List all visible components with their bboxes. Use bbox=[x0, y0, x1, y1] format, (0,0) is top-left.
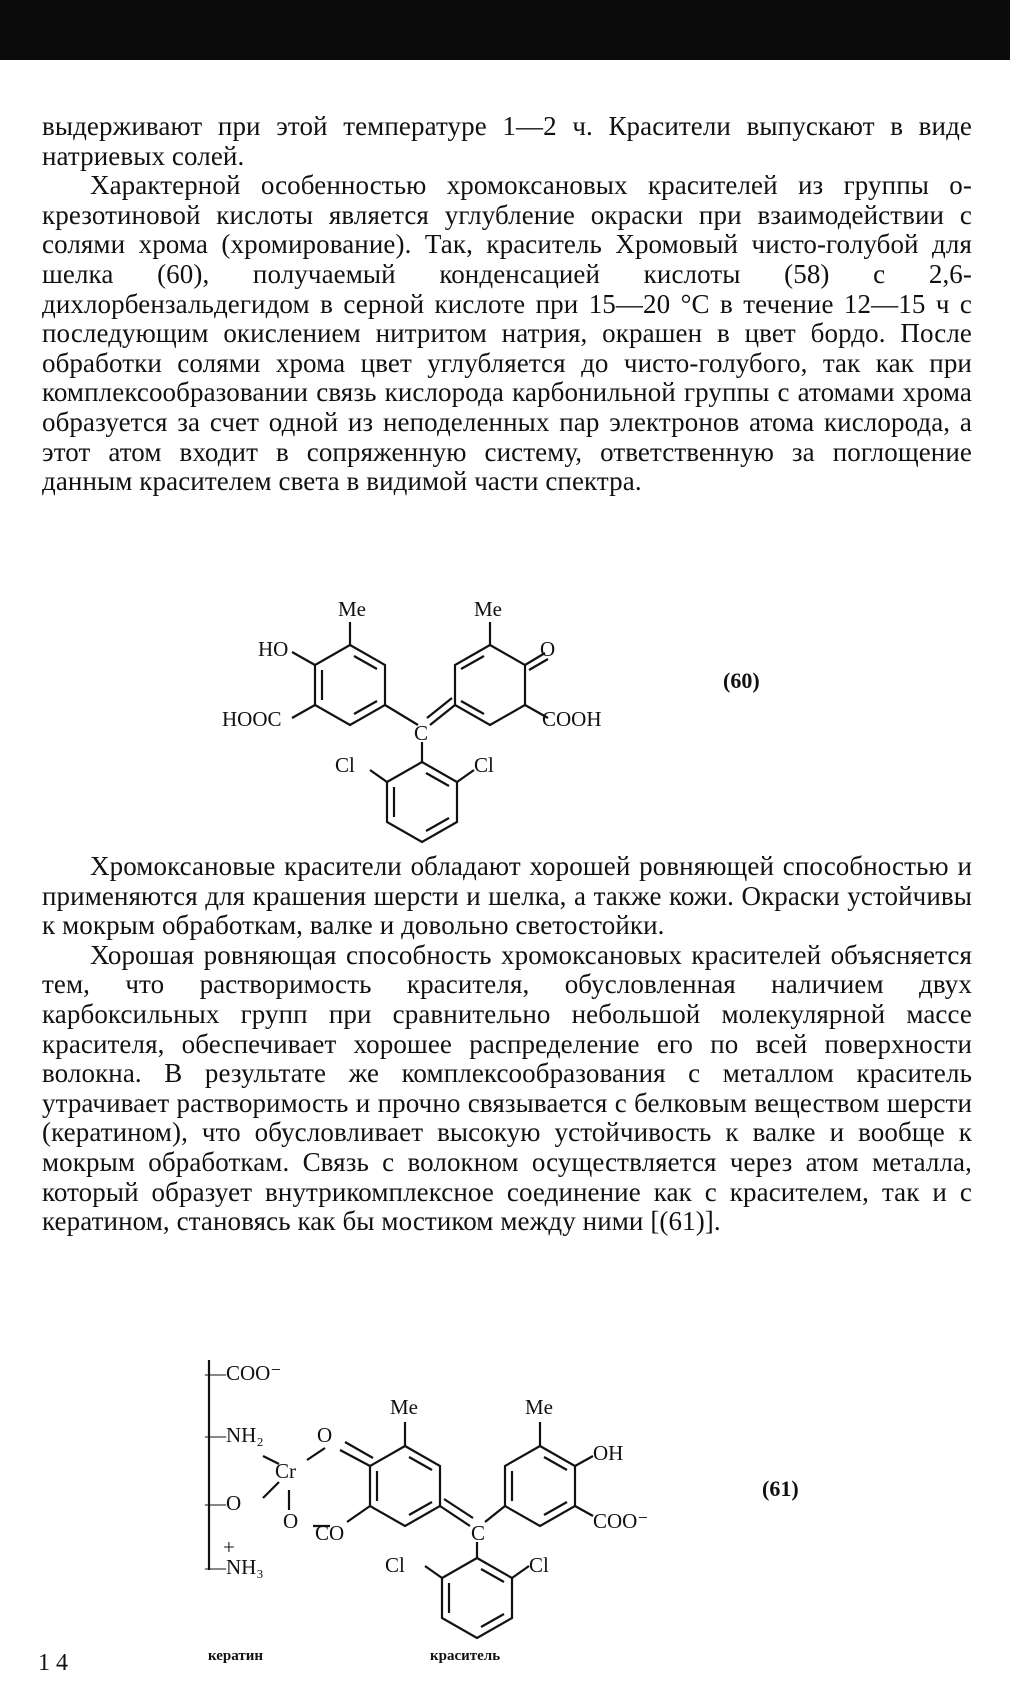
text-block-middle bbox=[42, 852, 972, 1237]
caption-dye: краситель bbox=[430, 1648, 501, 1664]
atom-co: CO bbox=[315, 1521, 345, 1545]
top-black-band bbox=[0, 0, 1010, 60]
atom-cr: Cr bbox=[275, 1459, 296, 1483]
caption-keratin: кератин bbox=[208, 1648, 264, 1664]
atom-ho: HO bbox=[258, 637, 289, 661]
compound-label-61: (61) bbox=[762, 1476, 799, 1501]
atom-me: Me bbox=[338, 597, 366, 621]
atom-cl: Cl bbox=[474, 753, 494, 777]
atom-cl: Cl bbox=[529, 1553, 549, 1577]
atom-o: O bbox=[317, 1423, 333, 1447]
structure-60 bbox=[222, 590, 690, 850]
atom-o: —O bbox=[205, 1491, 242, 1515]
atom-coo: —COO⁻ bbox=[205, 1361, 282, 1385]
atom-c: C bbox=[471, 1521, 486, 1545]
atom-plus: + bbox=[223, 1535, 235, 1559]
atom-o: O bbox=[283, 1509, 299, 1533]
atom-hooc: HOOC bbox=[222, 707, 282, 731]
atom-c: C bbox=[414, 721, 429, 745]
atom-me: Me bbox=[390, 1395, 418, 1419]
atom-nh3: —NH₃ bbox=[205, 1555, 264, 1579]
atom-me: Me bbox=[525, 1395, 553, 1419]
compound-label-60: (60) bbox=[723, 668, 760, 693]
atom-coo: COO⁻ bbox=[593, 1509, 649, 1533]
paragraph: Хорошая ровняющая способность хромоксановых красителей объясняется тем, что растворимость красителя, обусловленная наличием двух карбоксильных групп при сравнительно небольшой молекулярной массе красителя, обеспечивает хорошее распределение его по всей поверхности волокна. В результате же комплексообразования с металлом краситель утрачивает растворимость и прочно связывается с белковым веществом шерсти (кератином), что обусловливает высокую устойчивость к валке и вообще к мокрым обработкам. Связь с волокном осуществляется через атом металла, который образует внутрикомплексное соединение как с красителем, так и с кератином, становясь как бы мостиком между ними [(61)]. bbox=[42, 939, 972, 1237]
structure-61 bbox=[195, 1360, 715, 1650]
atom-nh2: —NH₂ bbox=[205, 1423, 264, 1447]
page-number: 1 4 bbox=[38, 1650, 68, 1676]
atom-me: Me bbox=[474, 597, 502, 621]
paragraph: Хромоксановые красители обладают хорошей ровняющей способностью и применяются для крашения шерсти и шелка, а также кожи. Окраски устойчивы к мокрым обработкам, валке и довольно светостойки. bbox=[42, 851, 972, 941]
atom-cl: Cl bbox=[335, 753, 355, 777]
atom-cooh: COOH bbox=[542, 707, 602, 731]
text-block-top bbox=[42, 112, 972, 497]
paragraph: Характерной особенностью хромоксановых красителей из группы о-крезотиновой кислоты является углубление окраски при взаимодействии с солями хрома (хромирование). Так, краситель Хромовый чисто-голубой для шелка (60), получаемый конденсацией кислоты (58) с 2,6-дихлорбензальдегидом в серной кислоте при 15—20 °С в течение 12—15 ч с последующим окислением нитритом натрия, окрашен в цвет бордо. После обработки солями хрома цвет углубляется до чисто-голубого, так как при комплексообразовании связь кислорода карбонильной группы с атомами хрома образуется за счет одной из неподеленных пар электронов атома кислорода, а этот атом входит в сопряженную систему, ответственную за поглощение данным красителем света в видимой части спектра. bbox=[42, 170, 972, 497]
atom-o: O bbox=[540, 637, 556, 661]
atom-oh: OH bbox=[593, 1441, 624, 1465]
paragraph: выдерживают при этой температуре 1—2 ч. Красители выпускают в виде натриевых солей. bbox=[42, 111, 972, 171]
atom-cl: Cl bbox=[385, 1553, 405, 1577]
